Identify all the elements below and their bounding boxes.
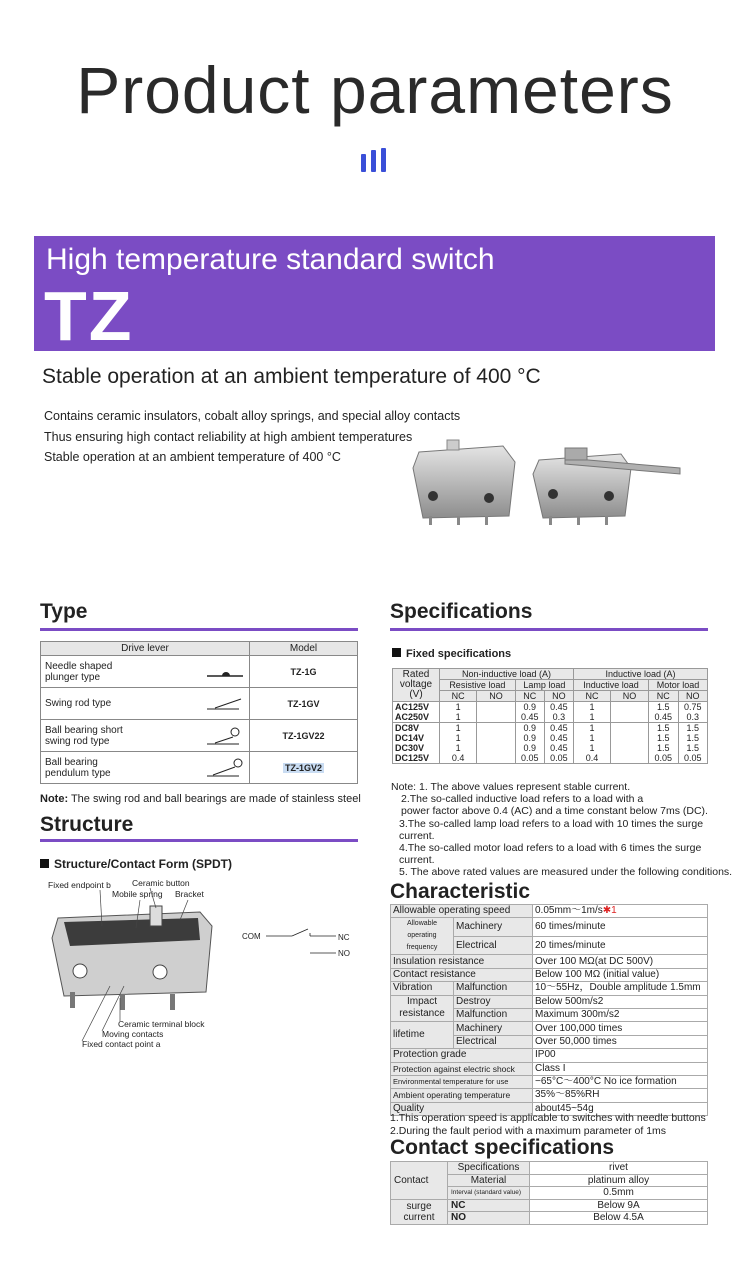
- table-row: DC8V DC14V DC30V DC125V 1 1 1 0.4 0.9 0.9 0.9 0.05 0.45 0.45 0.45 0.05 1 1 1 0.4 1.5 1.5 1.5 0.05 1.5 1.5 1.5 0.05: [393, 723, 708, 764]
- feature-list: [44, 406, 460, 468]
- banner-model: TZ: [44, 277, 134, 355]
- feature-item: Contains ceramic insulators, cobalt alloy springs, and special alloy contacts: [44, 409, 461, 423]
- characteristic-notes: 1.This operation speed is applicable to switches with needle buttons 2.During the fault period with a maximum parameter of 1ms: [390, 1112, 706, 1137]
- circuit-no-label: NO: [338, 949, 350, 958]
- label-ceramic-block: Ceramic terminal block: [118, 1019, 205, 1029]
- table-row: Ball bearing pendulum type TZ-1GV2: [41, 752, 358, 784]
- characteristic-table: Allowable operating speed 0.05mm～1m/s✱1 Allowable operating frequency Machinery 60 times/minute Electrical 20 times/minute Insulation resistance Over 100 MΩ(at DC 500V) Contact resistance Below 100 MΩ (initial value) Vibration Malfunction 10～55Hz，Double amplitude 1.5mm Impact resistance Destroy Below 500m/s2 Malfunction Maximum 300m/s2 lifetime Machinery Over 100,000 times Electrical Over 50,000 times Protection grade IP00 Protection against electric shock Class I Environmental temperature for use −65°C～400°C No ice formation Ambient operating temperature 35%～85%RH Quality about45~54g: [390, 904, 708, 1116]
- structure-heading: Structure: [40, 813, 134, 836]
- characteristic-heading: Characteristic: [390, 880, 531, 903]
- feature-item: Stable operation at an ambient temperature of 400 °C: [44, 450, 341, 464]
- ball-bearing-short-icon: [205, 725, 245, 747]
- product-photo: [405, 428, 690, 528]
- title-bars-icon: [361, 148, 386, 172]
- type-heading: Type: [40, 600, 88, 623]
- circuit-diagram: [240, 925, 360, 965]
- label-mobile-spring: Mobile spring: [112, 889, 163, 899]
- plunger-icon: [205, 665, 245, 679]
- structure-underline: [40, 839, 358, 842]
- col-model: Model: [250, 642, 358, 656]
- type-underline: [40, 628, 358, 631]
- contact-spec-heading: Contact specifications: [390, 1136, 615, 1159]
- contact-spec-table: Contact Specifications rivet Material platinum alloy Interval (standard value) 0.5mm surge current NC Below 9A NO Below 4.5A: [390, 1161, 708, 1225]
- col-drive-lever: Drive lever: [41, 642, 250, 656]
- label-moving-contacts: Moving contacts: [102, 1029, 164, 1039]
- table-row: Needle shaped plunger type TZ-1G: [41, 656, 358, 688]
- square-bullet-icon: [392, 648, 401, 657]
- table-row: AC125V AC250V 1 1 0.9 0.45 0.45 0.3 1 1 1.5 0.45 0.75 0.3: [393, 702, 708, 723]
- page-title: Product parameters: [76, 53, 674, 127]
- spec-heading: Specifications: [390, 600, 533, 623]
- circuit-com-label: COM: [242, 932, 261, 941]
- label-bracket: Bracket: [175, 889, 204, 899]
- switch-right: [533, 448, 680, 525]
- label-ceramic-button: Ceramic button: [132, 878, 190, 888]
- model-banner: [34, 236, 715, 355]
- fixed-spec-subheading: Fixed specifications: [392, 648, 511, 660]
- type-table: [40, 641, 358, 784]
- spec-underline: [390, 628, 708, 631]
- structure-diagram: [40, 876, 360, 1056]
- label-fixed-contact: Fixed contact point a: [82, 1039, 161, 1049]
- spec-notes: Note: 1. The above values represent stable current. 2.The so-called inductive load refers to a load with a power factor above 0.4 (AC) and a time constant below 7ms (DC). 3.The so-called lamp load refers to a load with 10 times the surge current. 4.The so-called motor load refers to a load with 6 times the surge current. 5. The above rated values are measured under the following conditions.: [391, 781, 733, 879]
- type-note: Note: The swing rod and ball bearings are made of stainless steel: [40, 793, 361, 805]
- table-row: Ball bearing short swing rod type TZ-1GV22: [41, 720, 358, 752]
- banner-subtitle: High temperature standard switch: [46, 243, 495, 276]
- square-bullet-icon: [40, 859, 49, 868]
- structure-subheading: Structure/Contact Form (SPDT): [40, 857, 232, 871]
- circuit-nc-label: NC: [338, 933, 350, 942]
- table-row: Swing rod type TZ-1GV: [41, 688, 358, 720]
- switch-left: [413, 440, 515, 525]
- ball-bearing-pendulum-icon: [205, 757, 245, 779]
- fixed-spec-table: Rated voltage (V) Non-inductive load (A) Inductive load (A) Resistive load Lamp load Inductive load Motor load NC NO NC NO NC NO NC NO AC125V AC250V 1 1 0.9 0.45 0.45 0.3 1 1 1.5 0.45 0.75 0.3 DC8V DC14V DC30V DC125V 1 1 1 0.4 0.9 0.9 0.9 0.05 0.45 0.45 0.45 0.05 1 1 1 0.4 1.5 1.5 1.5 0.05 1.5 1.5 1.5 0.05: [392, 668, 708, 764]
- stable-heading: Stable operation at an ambient temperature of 400 °C: [42, 365, 541, 388]
- swing-rod-icon: [205, 696, 245, 712]
- label-fixed-endpoint: Fixed endpoint b: [48, 880, 111, 890]
- feature-item: Thus ensuring high contact reliability at high ambient temperatures: [44, 429, 413, 444]
